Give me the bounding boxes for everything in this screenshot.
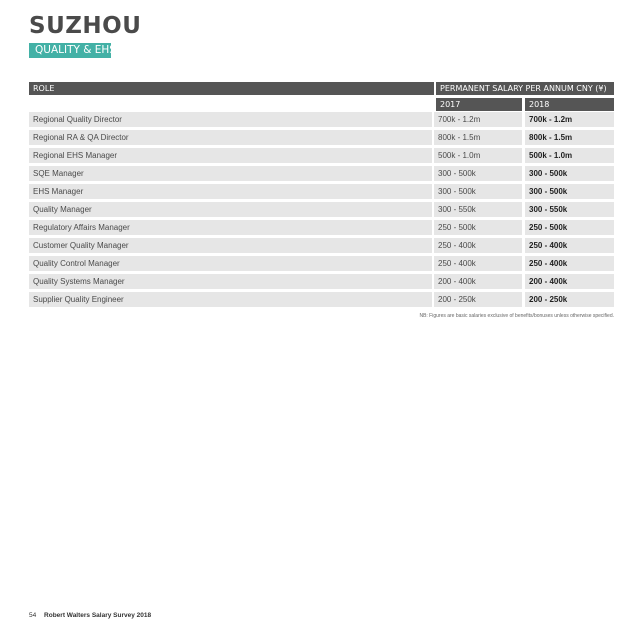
page-title: SUZHOU [29, 13, 142, 39]
table-row [29, 274, 614, 289]
table-row [29, 112, 614, 127]
salary-2017-cell: 300 - 500k [434, 184, 522, 199]
role-cell: Quality Control Manager [29, 256, 432, 271]
salary-2018-cell: 250 - 500k [525, 220, 614, 235]
role-cell: Regional RA & QA Director [29, 130, 432, 145]
salary-2017-cell: 200 - 250k [434, 292, 522, 307]
salary-2018-cell: 300 - 500k [525, 184, 614, 199]
role-cell: Customer Quality Manager [29, 238, 432, 253]
column-header-year-2018: 2018 [525, 98, 614, 111]
salary-2018-cell: 250 - 400k [525, 238, 614, 253]
table-row [29, 220, 614, 235]
role-cell: Quality Manager [29, 202, 432, 217]
table-row [29, 166, 614, 181]
column-header-year-2017: 2017 [434, 98, 522, 111]
role-cell: Quality Systems Manager [29, 274, 432, 289]
salary-2017-cell: 250 - 400k [434, 238, 522, 253]
role-cell: Regional Quality Director [29, 112, 432, 127]
salary-2017-cell: 700k - 1.2m [434, 112, 522, 127]
table-row [29, 130, 614, 145]
table-row [29, 202, 614, 217]
salary-2018-cell: 200 - 400k [525, 274, 614, 289]
column-header-role: ROLE [29, 82, 434, 95]
table-row [29, 238, 614, 253]
salary-2018-cell: 800k - 1.5m [525, 130, 614, 145]
salary-2018-cell: 500k - 1.0m [525, 148, 614, 163]
table-row [29, 256, 614, 271]
table-row [29, 184, 614, 199]
section-badge: QUALITY & EHS [29, 43, 111, 58]
salary-2018-cell: 300 - 500k [525, 166, 614, 181]
salary-2017-cell: 250 - 500k [434, 220, 522, 235]
role-cell: EHS Manager [29, 184, 432, 199]
salary-2018-cell: 250 - 400k [525, 256, 614, 271]
salary-2018-cell: 300 - 550k [525, 202, 614, 217]
salary-2017-cell: 250 - 400k [434, 256, 522, 271]
publication-title: Robert Walters Salary Survey 2018 [44, 612, 152, 619]
page-footer [29, 612, 151, 619]
salary-2017-cell: 500k - 1.0m [434, 148, 522, 163]
role-cell: SQE Manager [29, 166, 432, 181]
role-cell: Regional EHS Manager [29, 148, 432, 163]
page-number: 54 [29, 612, 37, 619]
salary-2017-cell: 300 - 550k [434, 202, 522, 217]
salary-table-body [29, 112, 614, 310]
salary-2017-cell: 800k - 1.5m [434, 130, 522, 145]
table-row [29, 148, 614, 163]
table-footnote: NB: Figures are basic salaries exclusive of benefits/bonuses unless otherwise specified. [419, 313, 614, 319]
salary-2018-cell: 700k - 1.2m [525, 112, 614, 127]
column-header-salary: PERMANENT SALARY PER ANNUM CNY (¥) [434, 82, 614, 95]
role-cell: Supplier Quality Engineer [29, 292, 432, 307]
table-row [29, 292, 614, 307]
salary-2017-cell: 200 - 400k [434, 274, 522, 289]
salary-2017-cell: 300 - 500k [434, 166, 522, 181]
role-cell: Regulatory Affairs Manager [29, 220, 432, 235]
salary-2018-cell: 200 - 250k [525, 292, 614, 307]
